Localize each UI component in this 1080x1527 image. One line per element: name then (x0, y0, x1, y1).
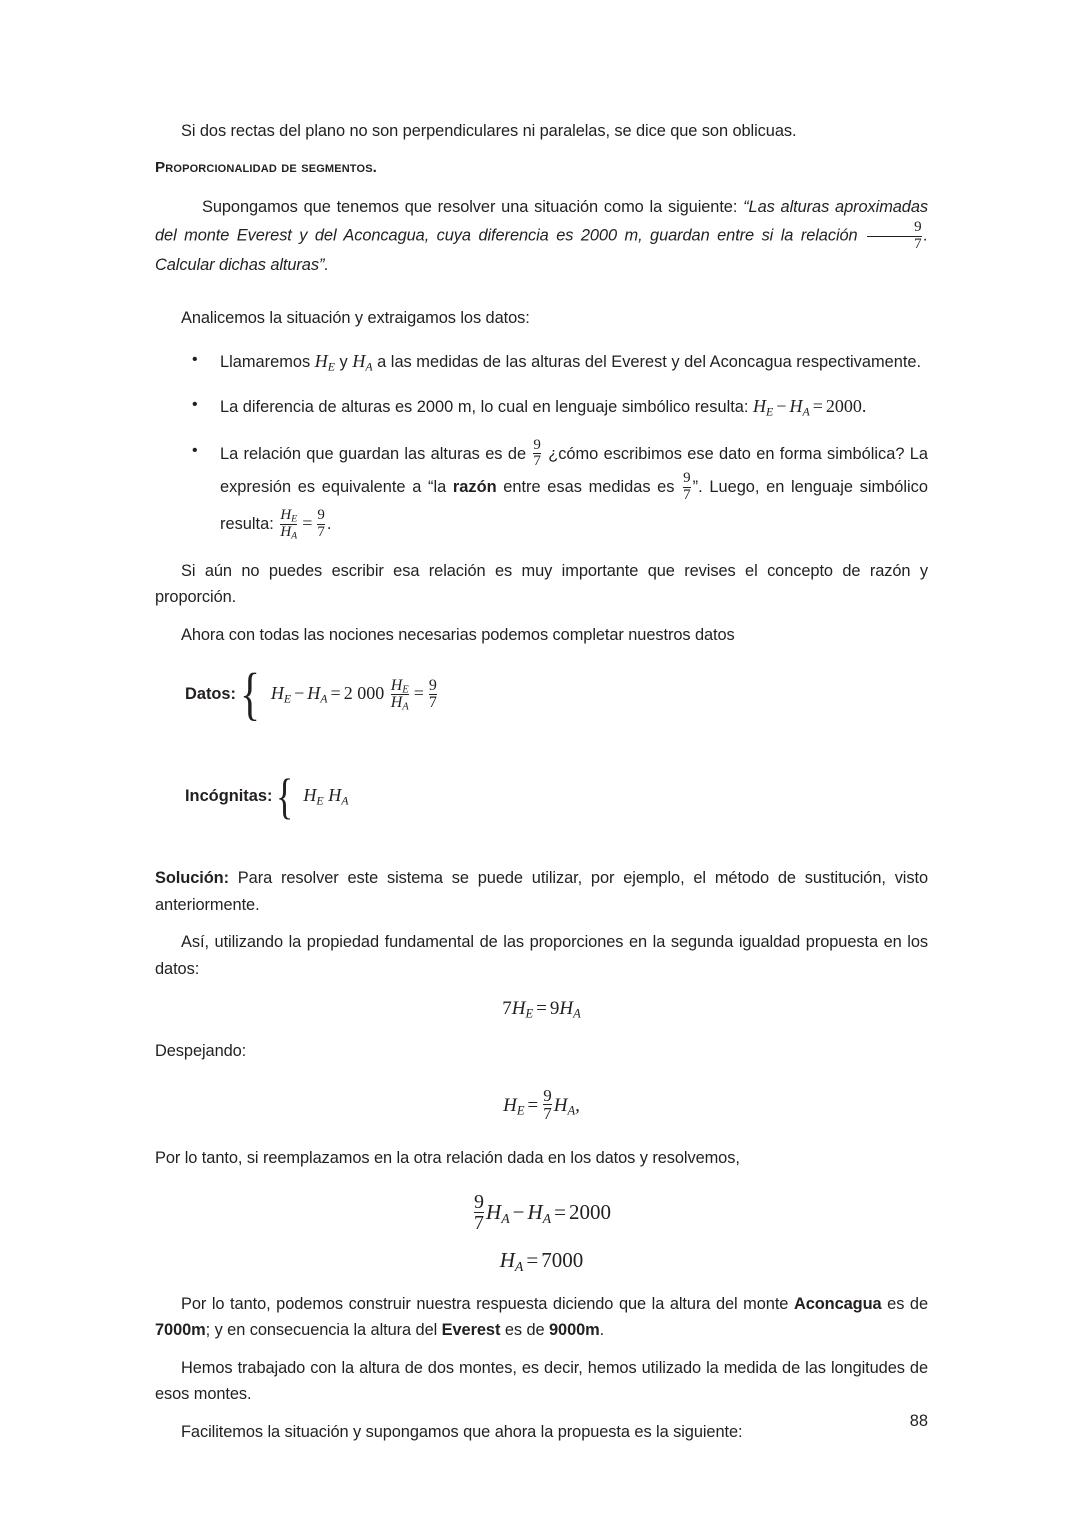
bullet-3-text-d: ”. Luego, en lenguaje simbólico resulta: (220, 478, 928, 533)
portanto-line: Por lo tanto, si reemplazamos en la otra relación dada en los datos y resolvemos, (155, 1148, 740, 1167)
bullet-icon: • (192, 441, 198, 459)
section-heading: Proporcionalidad de segmentos. (155, 158, 378, 176)
bullet-3-equals: = (302, 512, 313, 533)
answer-part-d: es de (500, 1321, 549, 1340)
datos-label: Datos: (185, 685, 236, 704)
equation-3-fraction: $\frac{9}{7}$ (474, 1190, 485, 1235)
bullet-1-text-a: Llamaremos (220, 353, 315, 372)
equation-2-fraction: $\frac{9}{7}$ (543, 1085, 552, 1124)
bullet-3-text-c: entre esas medidas es (496, 478, 682, 497)
incognitas-label: Incógnitas: (185, 786, 273, 805)
datos-fraction: $\frac{9}{7}$ (428, 676, 437, 712)
bullet-3-text-b: ¿cómo escribimos ese dato en forma simbólica? La expresión es equivalente a “la (220, 444, 928, 497)
datos-ratio-denominator: $H_A$ (390, 694, 409, 713)
bullet-3-text-a: La relación que guardan las alturas es de (220, 444, 532, 463)
bullet-icon: • (192, 396, 198, 414)
solucion-label: Solución: (155, 869, 229, 888)
statement-quote-part2: . Calcular dichas alturas”. (155, 226, 928, 275)
list-item (155, 438, 928, 542)
page-number: 88 (909, 1412, 928, 1430)
datos-ratio (391, 678, 409, 712)
bullet-3-ratio (280, 508, 297, 540)
datos-system (185, 661, 928, 727)
list-item (155, 347, 928, 376)
ratio-numerator: $H_E$ (280, 507, 298, 525)
datos-row-2: $\frac{H_E}{H_A}$ = $\frac{9}{7}$ (390, 676, 437, 713)
asi-paragraph: Así, utilizando la propiedad fundamental de las proporciones en la segunda igualdad propuesta en los datos: (155, 933, 928, 978)
answer-part-a: Por lo tanto, podemos construir nuestra respuesta diciendo que la altura del monte (181, 1294, 794, 1313)
intro-paragraph: Si dos rectas del plano no son perpendiculares ni paralelas, se dice que son oblicuas. (181, 122, 797, 140)
datos-ratio-numerator: $H_E$ (390, 676, 409, 696)
bullet-1-symbol-ha: $H_A$ (352, 351, 373, 374)
bullet-icon: • (192, 351, 198, 369)
statement-quote-part1: “Las alturas aproximadas del monte Everest y del Aconcagua, cuya diferencia es 2000 m, guardan entre si la relación (155, 197, 928, 245)
incognitas-rows (303, 782, 348, 810)
solucion-paragraph (155, 865, 928, 918)
bullet-3-fraction-2: $\frac{9}{7}$ (683, 470, 691, 503)
answer-bold-aconcagua: Aconcagua (793, 1294, 882, 1313)
equation-2: $H_E$ = $\frac{9}{7}$ $H_A$, (503, 1085, 580, 1124)
problem-statement (155, 194, 928, 279)
analyze-line: Analicemos la situación y extraigamos los datos: (181, 308, 530, 327)
bullet-1-text-b: y (335, 353, 353, 372)
review-note: Si aún no puedes escribir esa relación es muy importante que revises el concepto de razón y proporción. (155, 561, 928, 607)
bullet-2-text-a: La diferencia de alturas es 2000 m, lo cual en lenguaje simbólico resulta: (220, 398, 754, 417)
equation-3: $\frac{9}{7}$ $H_A - H_A = 2000$ (474, 1190, 611, 1235)
statement-lead: Supongamos que tenemos que resolver una situación como la siguiente: (202, 197, 744, 216)
bullet-3-fraction-1: $\frac{9}{7}$ (533, 436, 541, 470)
ratio-denominator: $H_A$ (280, 523, 298, 541)
solucion-text: Para resolver este sistema se puede utilizar, por ejemplo, el método de sustitución, visto anteriormente. (155, 869, 928, 914)
brace-icon: { (240, 661, 261, 727)
data-bullet-list (155, 347, 928, 541)
now-line: Ahora con todas las nociones necesarias podemos completar nuestros datos (181, 625, 735, 644)
hemos-line: Hemos trabajado con la altura de dos montes, es decir, hemos utilizado la medida de las longitudes de esos montes. (155, 1358, 928, 1404)
datos-row-1: $H_E - H_A = 2$ 000 (270, 683, 385, 706)
datos-rows (271, 678, 439, 712)
answer-part-b: es de (881, 1294, 928, 1313)
bullet-1-text-c: a las medidas de las alturas del Everest y del Aconcagua respectivamente. (372, 353, 922, 372)
incognitas-row-1: $H_E$ (303, 785, 324, 808)
brace-icon: { (276, 768, 294, 825)
answer-paragraph (155, 1291, 928, 1344)
equation-1: $7H_E = 9H_A$ (502, 998, 581, 1021)
list-item (155, 392, 928, 421)
answer-part-e: . (599, 1321, 605, 1340)
incognitas-system (185, 768, 928, 825)
despejando-line: Despejando: (155, 1042, 247, 1061)
answer-part-c: ; y en consecuencia la altura del (205, 1321, 442, 1340)
bullet-2-equation: $H_E - H_A = 2000$. (753, 396, 867, 419)
answer-bold-everest: Everest (441, 1321, 501, 1340)
equation-4: $H_A = 7000$ (499, 1247, 584, 1274)
page-content (155, 118, 928, 1457)
answer-bold-7000m: 7000m (155, 1321, 206, 1340)
bullet-3-period: . (326, 514, 332, 533)
facilitemos-line: Facilitemos la situación y supongamos que ahora la propuesta es la siguiente: (181, 1423, 743, 1442)
statement-quote-fraction: $\frac{9}{7}$ (867, 220, 921, 252)
incognitas-row-2: $H_A$ (328, 785, 349, 808)
bullet-3-fraction-3: $\frac{9}{7}$ (317, 507, 325, 540)
bullet-1-symbol-he: $H_E$ (314, 351, 335, 374)
bullet-3-bold-word: razón (452, 478, 497, 497)
answer-bold-9000m: 9000m (549, 1321, 600, 1340)
